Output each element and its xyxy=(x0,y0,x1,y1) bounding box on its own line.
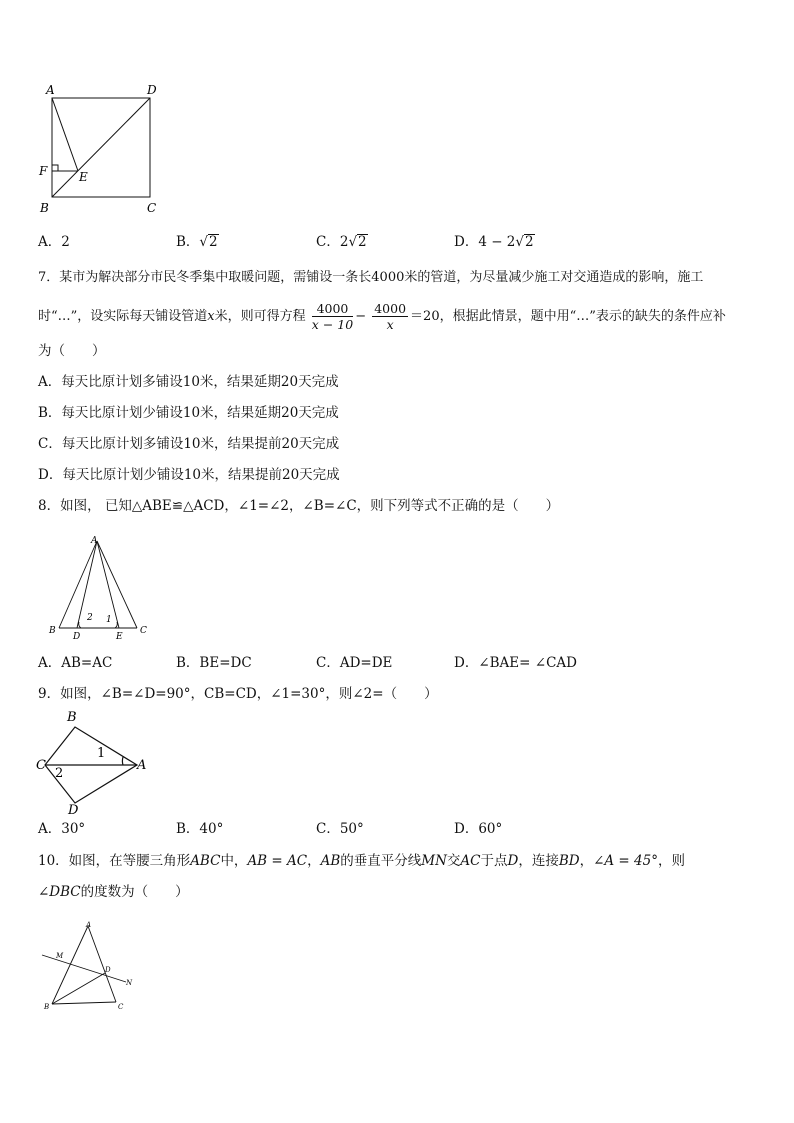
q10-line-2: ∠DBC的度数为（ ） xyxy=(38,884,189,900)
q8-option-b[interactable]: B．BE=DC xyxy=(176,655,252,671)
label-d: D xyxy=(68,803,79,817)
angle-2-label: 2 xyxy=(55,766,64,781)
label-a: A xyxy=(91,536,98,546)
q9-stem: 9．如图，∠B=∠D=90°，CB=CD，∠1=30°，则∠2=（ ） xyxy=(38,686,438,702)
q7-option-a[interactable]: A．每天比原计划多铺设10米，结果延期20天完成 xyxy=(38,374,339,390)
triangle-figure-q10 xyxy=(38,920,138,1018)
label-c: C xyxy=(147,201,157,215)
square-diagonal-figure xyxy=(35,80,170,220)
q6-option-d[interactable]: D．4 − 2√2 xyxy=(454,234,534,250)
q6-option-b[interactable]: B．√2 xyxy=(176,234,218,250)
q9-option-c[interactable]: C．50° xyxy=(316,821,364,837)
label-a: A xyxy=(86,921,92,929)
label-a: A xyxy=(46,83,55,97)
label-e: E xyxy=(79,170,88,184)
angle-2-label: 2 xyxy=(87,613,93,623)
q7-option-c[interactable]: C．每天比原计划多铺设10米，结果提前20天完成 xyxy=(38,436,340,452)
q8-option-c[interactable]: C．AD=DE xyxy=(316,655,393,671)
label-n: N xyxy=(126,979,133,987)
label-e: E xyxy=(116,632,123,641)
label-c: C xyxy=(140,626,147,636)
q9-option-a[interactable]: A．30° xyxy=(38,821,86,837)
fraction-2: $\frac{4000}{x}$ xyxy=(374,301,407,332)
label-b: B xyxy=(44,1003,50,1011)
label-a: A xyxy=(137,758,147,773)
angle-1-label: 1 xyxy=(106,615,112,625)
q8-option-a[interactable]: A．AB=AC xyxy=(38,655,113,671)
label-d: D xyxy=(105,966,111,974)
label-m: M xyxy=(56,952,64,960)
q7-line-2: 时“…”，设实际每天铺设管道x米，则可得方程 $\frac{4000}{x - 10}$ − $\frac{4000}{x}$ ＝20，根据此情景，题中用“…”表示的缺失的条件应补 xyxy=(38,301,726,332)
q6-option-c[interactable]: C．2√2 xyxy=(316,234,367,250)
label-b: B xyxy=(40,201,49,215)
q7-option-b[interactable]: B．每天比原计划少铺设10米，结果延期20天完成 xyxy=(38,405,339,421)
label-c: C xyxy=(36,758,46,773)
label-d: D xyxy=(147,83,157,97)
label-c: C xyxy=(118,1003,124,1011)
q7-line-3: 为（ ） xyxy=(38,343,106,359)
triangle-figure-q8 xyxy=(45,533,155,641)
label-b: B xyxy=(49,626,56,636)
q9-option-d[interactable]: D．60° xyxy=(454,821,503,837)
q7-option-d[interactable]: D．每天比原计划少铺设10米，结果提前20天完成 xyxy=(38,467,340,483)
fraction-1: $\frac{4000}{x - 10}$ xyxy=(311,301,354,332)
q7-line-1: 7．某市为解决部分市民冬季集中取暖问题，需铺设一条长4000米的管道，为尽量减少施工对交通造成的影响，施工 xyxy=(38,270,704,285)
q8-option-d[interactable]: D．∠BAE= ∠CAD xyxy=(454,655,577,671)
q6-option-a[interactable]: A．2 xyxy=(38,234,70,250)
label-b: B xyxy=(67,710,77,725)
q9-option-b[interactable]: B．40° xyxy=(176,821,224,837)
q8-stem: 8．如图， 已知△ABE≌△ACD，∠1=∠2，∠B=∠C，则下列等式不正确的是（ ） xyxy=(38,498,560,514)
q10-line-1: 10．如图，在等腰三角形ABC中，AB = AC，AB的垂直平分线MN交AC于点D，连接BD，∠A = 45°，则 xyxy=(38,853,685,869)
angle-1-label: 1 xyxy=(97,746,106,761)
kite-figure-q9 xyxy=(35,707,150,817)
label-d: D xyxy=(73,632,81,641)
label-f: F xyxy=(39,164,48,178)
